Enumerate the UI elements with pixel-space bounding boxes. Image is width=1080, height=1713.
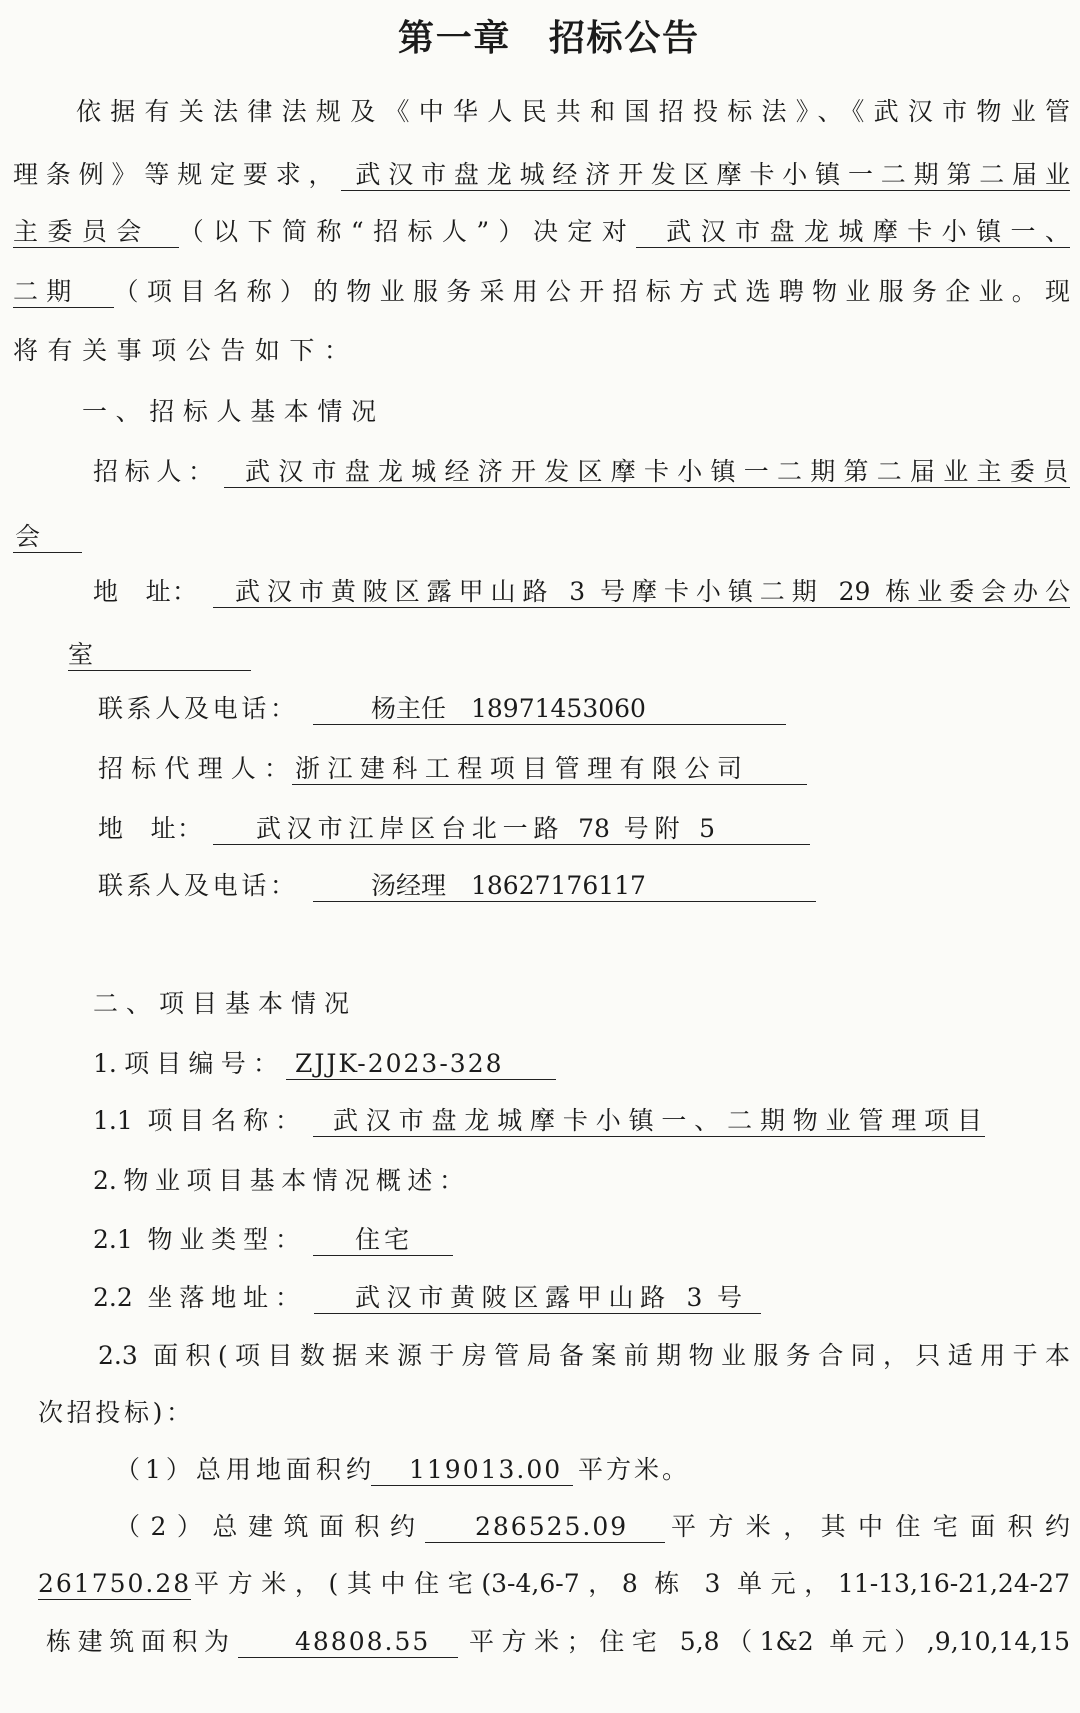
residential-area-suffix: 平方米，(其中住宅(3-4,6-7，8 栋 3 单元，11-13,16-21,24-27: [194, 1569, 1070, 1598]
tenderer-address-underline-cont: [68, 638, 251, 671]
sub-area-underline: [238, 1625, 458, 1658]
project-name-value: 武汉市盘龙城摩卡小镇一、二期物业管理项目: [333, 1106, 982, 1135]
property-type-value: 住宅: [355, 1225, 409, 1254]
property-location-value: 武汉市黄陂区露甲山路 3 号: [355, 1283, 742, 1312]
sub-area-row: [0, 1625, 1080, 1659]
sub-area-value: 48808.55: [295, 1627, 431, 1656]
property-location-row: [0, 1281, 1080, 1315]
tenderer-name-value: 武汉市盘龙城经济开发区摩卡小镇一二期第二届业主委员: [245, 457, 1068, 486]
agent-contact-label: 联系人及电话：: [98, 871, 295, 900]
agent-name-row: [0, 752, 1080, 786]
area-intro-line-2: 次招投标)：: [38, 1398, 191, 1427]
tenderer-name-label: 招标人：: [93, 457, 213, 486]
residential-area-row: [0, 1567, 1080, 1601]
chapter-title: 第一章 招标公告: [398, 17, 698, 59]
tenderer-address-value: 武汉市黄陂区露甲山路 3 号摩卡小镇二期 29 栋业委会办公: [235, 577, 1070, 606]
intro-line-3-text: （以下简称“招标人”）决定对: [178, 217, 637, 246]
residential-area-value: 261750.28: [38, 1569, 192, 1598]
intro-line-2-text: 理条例》等规定要求，: [13, 160, 342, 189]
property-location-underline: [314, 1281, 761, 1314]
agent-address-row: [0, 812, 1080, 846]
project-code-label: 1.项目编号：: [93, 1049, 278, 1078]
project-code-row: [0, 1047, 1080, 1081]
building-area-row: [0, 1510, 1080, 1544]
area-intro-line-1: 2.3 面积(项目数据来源于房管局备案前期物业服务合同，只适用于本: [98, 1341, 1070, 1370]
project-code-underline: [286, 1047, 556, 1080]
agent-name-value: 浙江建科工程项目管理有限公司: [295, 754, 742, 783]
building-area-underline: [425, 1510, 665, 1543]
tenderer-name-fill-end: 主委员会: [13, 217, 179, 248]
tenderer-address-label: 地 址：: [93, 577, 197, 606]
tenderer-name-row: [0, 455, 1080, 489]
intro-line-4-text: （项目名称）的物业服务采用公开招标方式选聘物业服务企业。现: [113, 277, 1070, 306]
land-area-value: 119013.00: [409, 1455, 563, 1484]
project-overview-label: 2.物业项目基本情况概述：: [93, 1166, 464, 1195]
tenderer-address-row-cont: [0, 638, 1080, 672]
sub-area-suffix: 平方米；住宅 5,8（1&2 单元）,9,10,14,15: [469, 1627, 1070, 1656]
intro-line-5: 将有关事项公告如下：: [13, 336, 349, 365]
agent-name-underline: [292, 752, 807, 785]
agent-address-label: 地 址：: [98, 814, 202, 843]
land-area-prefix: （1）总用地面积约: [115, 1455, 371, 1484]
property-type-row: [0, 1223, 1080, 1257]
land-area-underline: [371, 1453, 573, 1486]
section-2-heading: 二、项目基本情况: [93, 989, 349, 1018]
building-area-value: 286525.09: [475, 1512, 629, 1541]
intro-line-3: [13, 215, 1070, 249]
tenderer-contact-label: 联系人及电话：: [98, 694, 295, 723]
land-area-row: [0, 1453, 1080, 1487]
project-name-row: [0, 1104, 1080, 1138]
tenderer-contact-underline: [313, 692, 786, 725]
tenderer-name-fill: 武汉市盘龙城经济开发区摩卡小镇一二期第二届业: [341, 160, 1070, 191]
sub-area-prefix: 栋建筑面积为: [46, 1627, 229, 1656]
project-code-value: ZJJK-2023-328: [295, 1049, 504, 1078]
tenderer-name-underline-cont: [13, 520, 82, 553]
tenderer-address-row: [0, 575, 1080, 609]
agent-contact-value: 汤经理 18627176117: [371, 871, 646, 900]
intro-line-2: [13, 158, 1070, 192]
tenderer-name-underline: [224, 455, 1070, 488]
project-name-fill-end: 二期: [13, 277, 114, 308]
project-name-underline: [313, 1104, 985, 1137]
property-type-underline: [313, 1223, 453, 1256]
tenderer-contact-value: 杨主任 18971453060: [371, 694, 646, 723]
tenderer-contact-row: [0, 692, 1080, 726]
agent-contact-row: [0, 869, 1080, 903]
agent-address-underline: [213, 812, 810, 845]
residential-area-underline: [38, 1567, 191, 1600]
section-1-heading: 一、招标人基本情况: [82, 397, 376, 426]
property-location-label: 2.2 坐落地址：: [93, 1283, 300, 1312]
intro-line-4: [13, 275, 1070, 309]
building-area-suffix: 平方米，其中住宅面积约: [671, 1512, 1070, 1541]
property-type-label: 2.1 物业类型：: [93, 1225, 300, 1254]
tenderer-name-value-cont: 会: [15, 522, 41, 551]
building-area-prefix: （2）总建筑面积约: [115, 1512, 415, 1541]
tenderer-address-underline: [213, 575, 1070, 608]
intro-line-1: 依据有关法律法规及《中华人民共和国招投标法》、《武汉市物业管: [76, 97, 1070, 126]
agent-contact-underline: [313, 869, 816, 902]
agent-address-value: 武汉市江岸区台北一路 78 号附 5: [256, 814, 715, 843]
tenderer-address-value-cont: 室: [68, 640, 94, 669]
land-area-suffix: 平方米。: [578, 1455, 687, 1484]
agent-name-label: 招标代理人：: [98, 754, 289, 783]
project-name-fill: 武汉市盘龙城摩卡小镇一、: [636, 217, 1070, 248]
tenderer-name-row-cont: [0, 520, 1080, 554]
project-name-label: 1.1 项目名称：: [93, 1106, 300, 1135]
